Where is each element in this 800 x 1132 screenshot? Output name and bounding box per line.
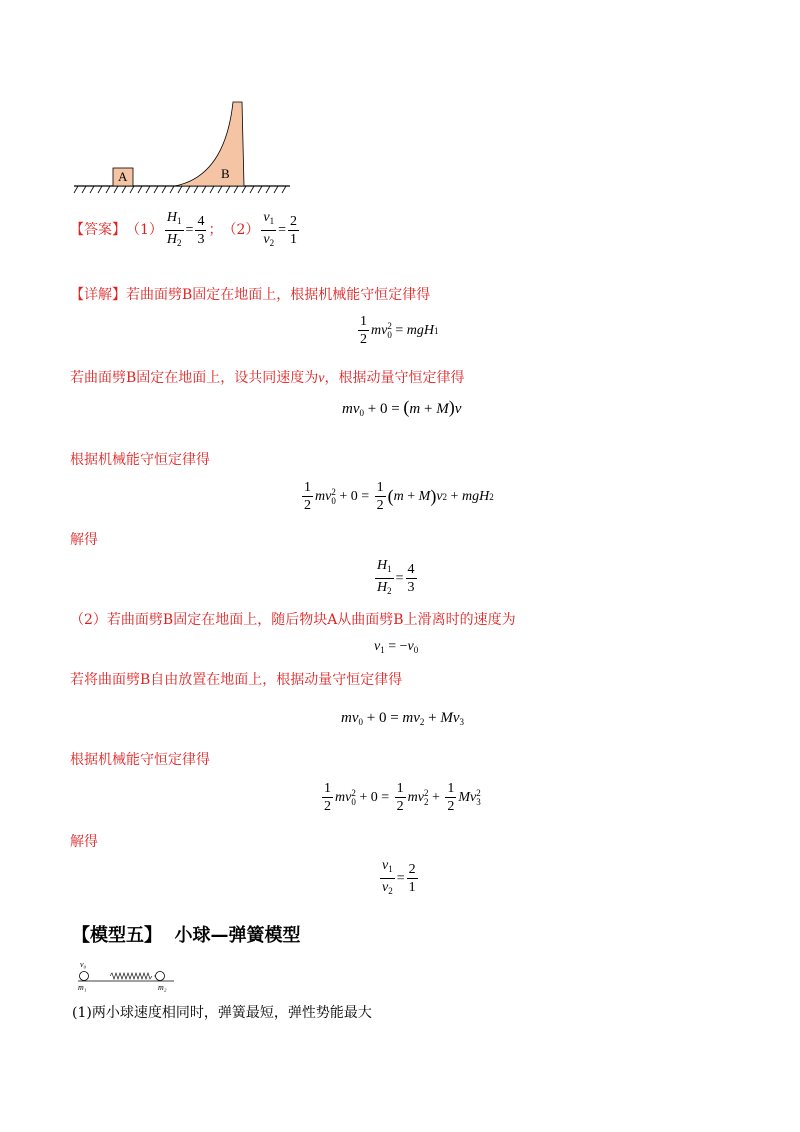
detail-p2: 若曲面劈B固定在地面上，设共同速度为v，根据动量守恒定律得 <box>70 370 465 386</box>
fig-v0-label: v₀ <box>80 960 87 969</box>
detail-p7: 根据机械能守恒定律得 <box>70 752 210 768</box>
equation-4: $\frac{H_1}{H_2}$ = $\frac{4}{3}$ <box>377 558 415 596</box>
ball-m2 <box>156 972 165 981</box>
equation-3: $\frac{1}{2}$ mv 2 0 + 0 = $\frac{1}{2}$ ( m + M ) v 2 + mgH 2 <box>304 480 494 513</box>
answer-part1: （1） <box>126 222 163 238</box>
section-heading: 【模型五】 小球—弹簧模型 <box>72 925 301 946</box>
equation-5: $v_1 = -v_0$ <box>374 639 419 655</box>
answer-eq2: $\frac{v_1}{v_2}$ = $\frac{2}{1}$ <box>263 209 297 248</box>
spring <box>110 973 152 979</box>
block-a-label: A <box>118 169 128 184</box>
detail-p1: 【详解】若曲面劈B固定在地面上，根据机械能守恒定律得 <box>70 287 431 303</box>
equation-2: $mv_0 + 0 = (m + M)v$ <box>342 397 462 418</box>
answer-eq1: $\frac{H_1}{H_2}$ = $\frac{4}{3}$ <box>166 209 205 248</box>
answer-label: 【答案】 <box>70 222 126 238</box>
detail-p8: 解得 <box>70 834 98 850</box>
equation-7: $\frac{1}{2}$ mv 2 0 + 0 = $\frac{1}{2}$ mv 2 2 + $\frac{1}{2}$ Mv 2 3 <box>324 781 481 814</box>
equation-8: $\frac{v_1}{v_2}$ = $\frac{2}{1}$ <box>382 858 416 896</box>
detail-label: 【详解】 <box>70 287 126 303</box>
detail-p6: 若将曲面劈B自由放置在地面上，根据动量守恒定律得 <box>70 672 403 688</box>
ball-spring-figure <box>74 960 184 994</box>
wedge-b <box>175 102 244 186</box>
item-1: (1)两小球速度相同时，弹簧最短，弹性势能最大 <box>72 1005 372 1021</box>
detail-p5: （2）若曲面劈B固定在地面上，随后物块A从曲面劈B上滑离时的速度为 <box>70 612 516 628</box>
equation-6: $mv_0 + 0 = mv_2 + Mv_3$ <box>341 710 465 727</box>
answer-line <box>70 210 301 250</box>
fig-m1-label: m₁ <box>78 983 87 992</box>
detail-p4: 解得 <box>70 532 98 548</box>
block-b-label: B <box>221 166 230 181</box>
equation-1: $\frac{1}{2}$ mv 2 0 = mgH 1 <box>360 314 439 347</box>
answer-part2: （2） <box>222 222 260 238</box>
fig-m2-label: m₂ <box>158 983 167 992</box>
answer-sep: ； <box>208 222 223 238</box>
detail-p3: 根据机械能守恒定律得 <box>70 452 210 468</box>
wedge-figure <box>70 98 295 198</box>
ball-m1 <box>80 972 89 981</box>
